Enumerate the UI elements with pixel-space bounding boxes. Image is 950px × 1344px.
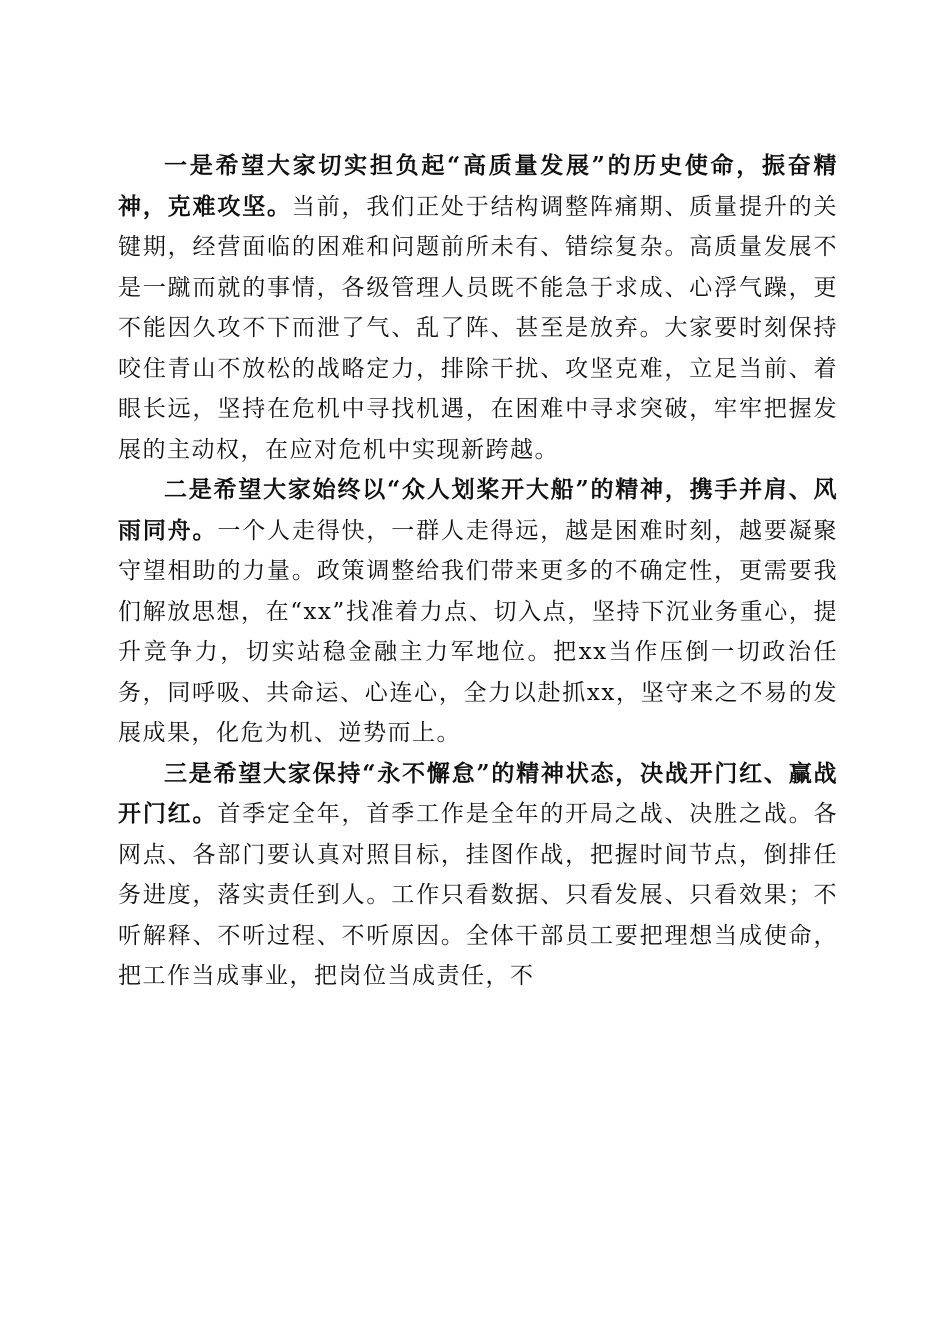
paragraph-3-body: 首季定全年，首季工作是全年的开局之战、决胜之战。各网点、各部门要认真对照目标，挂图作战，把握时间节点，倒排任务进度，落实责任到人。工作只看数据、只看发展、只看效果；不听解释、不听过程、不听原因。全体干部员工要把理想当成使命，把工作当成事业，把岗位当成责任，不 [118, 801, 839, 989]
document-page [118, 146, 838, 997]
paragraph-1 [118, 146, 838, 470]
paragraph-2-body: 一个人走得快，一群人走得远，越是困难时刻，越要凝聚守望相助的力量。政策调整给我们带来更多的不确定性，更需要我们解放思想，在“xx”找准着力点、切入点，坚持下沉业务重心，提升竞争力，切实站稳金融主力军地位。把xx当作压倒一切政治任务，同呼吸、共命运、心连心，全力以赴抓xx，坚守来之不易的发展成果，化危为机、逆势而上。 [118, 517, 839, 746]
paragraph-1-body: 当前，我们正处于结构调整阵痛期、质量提升的关键期，经营面临的困难和问题前所未有、错综复杂。高质量发展不是一蹴而就的事情，各级管理人员既不能急于求成、心浮气躁，更不能因久攻不下而泄了气、乱了阵、甚至是放弃。大家要时刻保持咬住青山不放松的战略定力，排除干扰、攻坚克难，立足当前、着眼长远，坚持在危机中寻找机遇，在困难中寻求突破，牢牢把握发展的主动权，在应对危机中实现新跨越。 [118, 193, 839, 463]
paragraph-2 [118, 470, 838, 754]
paragraph-3-lead: 三是希望大家保持“永不懈怠”的精神状态，决战开门红、赢战开门红。 [118, 759, 838, 827]
paragraph-3 [118, 754, 838, 997]
paragraph-2-lead: 二是希望大家始终以“众人划桨开大船”的精神，携手并肩、风雨同舟。 [118, 476, 838, 544]
paragraph-1-lead: 一是希望大家切实担负起“高质量发展”的历史使命，振奋精神，克难攻坚。 [118, 152, 838, 220]
